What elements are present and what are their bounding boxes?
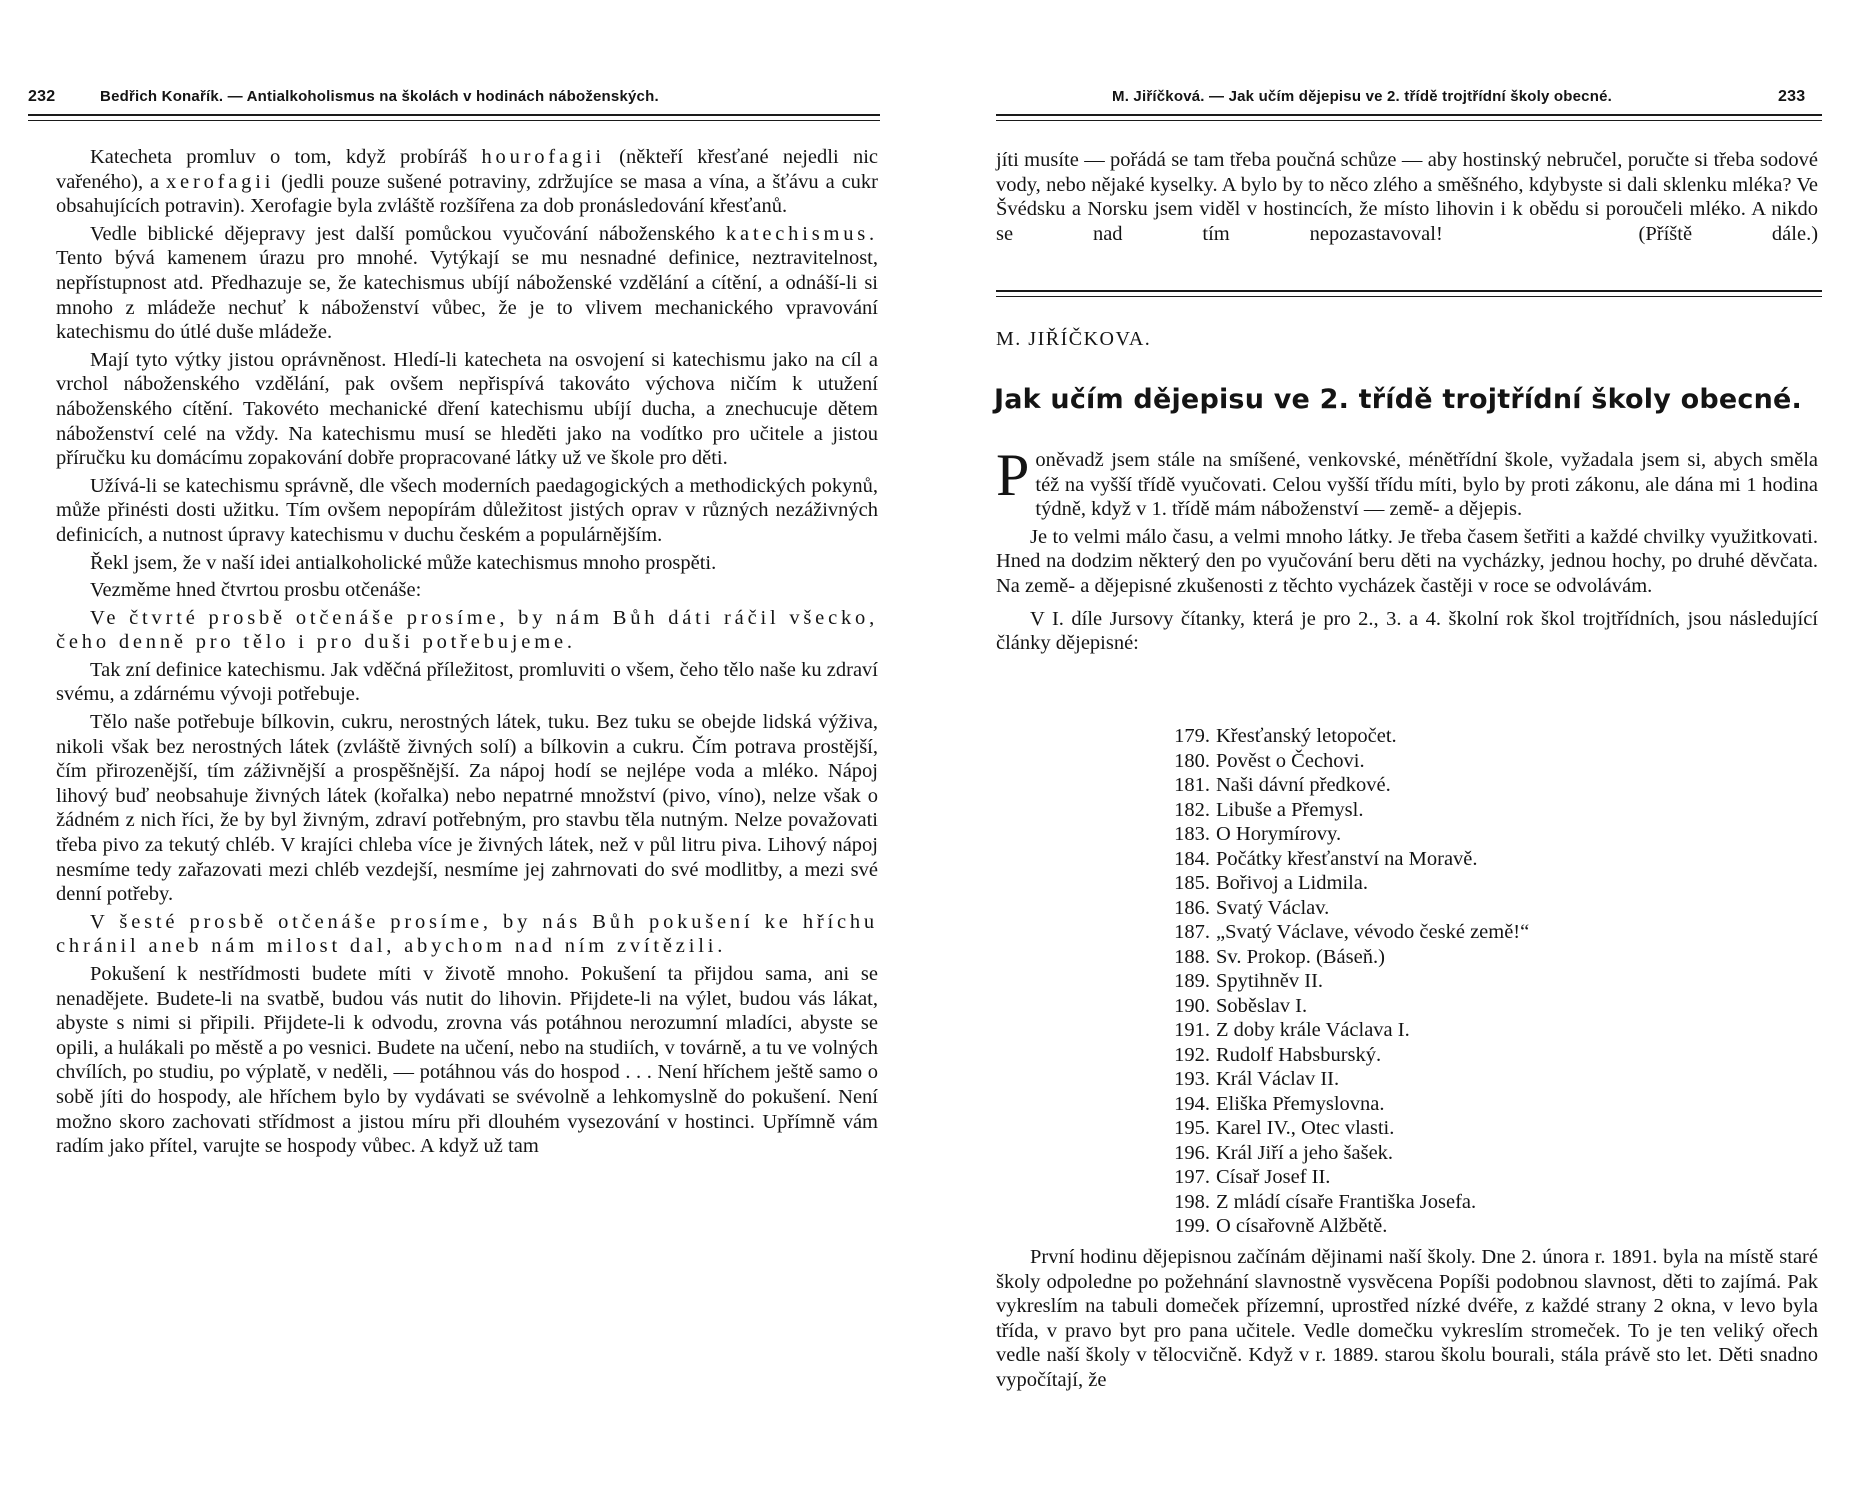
- header-rule: [28, 114, 880, 121]
- paragraph-text: Řekl jsem, že v naší idei antialkoholické může katechismus mnoho prospěti.: [90, 551, 717, 574]
- left-running-head: [28, 88, 659, 106]
- paragraph: [56, 962, 878, 1159]
- reading-list: [1162, 724, 1529, 1239]
- right-page-number-wrap: [1778, 88, 1805, 106]
- intro-paragraph-2: Je to velmi málo času, a velmi mnoho látky. Je třeba časem šetřiti a každé chvilky využitkovati. Hned na dodzim některý den po vyučování beru děti na vycházky, jednou hochy, po druhé děvčata. Na země- a dějepisné zkušenosti z těchto vycházek častěji v roce se odvolávám.: [996, 525, 1818, 597]
- list-item-number: 188.: [1174, 945, 1210, 968]
- list-item-title: Libuše a Přemysl.: [1216, 798, 1364, 821]
- paragraph: [56, 578, 878, 603]
- list-item: [1162, 1190, 1529, 1215]
- left-body-text: [56, 145, 878, 1162]
- list-item-number: 182.: [1174, 798, 1210, 821]
- list-item-title: Křesťanský letopočet.: [1216, 725, 1397, 747]
- spaced-text: katechismus.: [725, 222, 878, 245]
- list-item-number: 186.: [1174, 896, 1210, 919]
- intro-text-1: oněvadž jsem stále na smíšené, venkovské, ménětřídní škole, vyžadala jsem si, abych směla též na vyšší třídě vyučovati. Celou vyšší třídu míti, bylo by proti zákonu, ale dána mi 1 hodina týdně, když v 1. třídě mám náboženství — země- a dějepis.: [1035, 449, 1818, 521]
- left-page: [0, 0, 930, 1500]
- list-item-number: 189.: [1174, 970, 1210, 992]
- list-item-title: Naši dávní předkové.: [1216, 774, 1391, 796]
- header-rule: [996, 114, 1822, 121]
- list-item-title: Rudolf Habsburský.: [1216, 1043, 1382, 1066]
- list-item-title: Eliška Přemyslovna.: [1216, 1092, 1385, 1115]
- continuation-paragraph: [996, 148, 1818, 246]
- article-title: Jak učím dějepisu ve 2. třídě trojtřídní školy obecné.: [994, 384, 1802, 415]
- paragraph: [56, 222, 878, 345]
- list-item-number: 184.: [1174, 847, 1210, 870]
- article-author: M. JIŘÍČKOVA.: [996, 328, 1152, 350]
- paragraph-text: (někteří křesťané nejedli nic vařeného), a: [56, 146, 879, 193]
- paragraph-text: Tento bývá kamenem úrazu pro mnohé. Vytýkají se mu nesnadné definice, neztravitelnost, nepřístupnost atd. Předhazuje se, že katechismus ubíjí náboženské vzdělání a cítění, a odnáší-li si mnoho z mládeže nechuť k náboženství vůbec, že je to vlivem mechanického vpravování katechismu do útlé duše mládeže.: [56, 247, 878, 344]
- list-item-title: Spytihněv II.: [1216, 970, 1324, 992]
- list-item-title: Počátky křesťanství na Moravě.: [1216, 847, 1478, 870]
- paragraph-text: Užívá-li se katechismu správně, dle všech moderních paedagogických a methodických pokynů, může přinésti dosti užitku. Tím ovšem nepopírám důležitost jistých oprav v různých nezáživných definicích, a nutnost úpravy katechismu v duchu českém a populárnějším.: [56, 474, 878, 546]
- list-item: [1162, 969, 1529, 994]
- list-item-title: Svatý Václav.: [1216, 896, 1330, 919]
- list-item-title: Král Václav II.: [1216, 1068, 1340, 1090]
- list-item-title: Bořivoj a Lidmila.: [1216, 872, 1369, 894]
- intro-paragraph-3: V I. díle Jursovy čítanky, která je pro 2., 3. a 4. školní rok škol trojtřídních, jsou následující články dějepisné:: [996, 607, 1818, 655]
- continuation-body: jíti musíte — pořádá se tam třeba poučná schůze — aby hostinský nebručel, poručte si třeba sodové vody, nebo nějaké kyselky. A bylo by to něco zlého a směšného, kdybyste si dali sklenku mléka? Ve Švédsku a Norsku jsem viděl v hostincích, že místo lihovin i k obědu si poroučeli mléko. A nikdo se nad tím nepozastavoval!: [996, 149, 1818, 245]
- list-item-number: 196.: [1174, 1141, 1210, 1164]
- paragraph-text: Katecheta promluv o tom, když probíráš: [90, 146, 482, 168]
- list-item: [1162, 1043, 1529, 1068]
- list-item: [1162, 847, 1529, 872]
- list-item: [1162, 798, 1529, 823]
- section-rule: [996, 290, 1822, 297]
- list-item: [1162, 724, 1529, 749]
- list-item-number: 194.: [1174, 1092, 1210, 1115]
- closing-paragraph: První hodinu dějepisnou začínám dějinami naší školy. Dne 2. února r. 1891. byla na místě staré školy odpoledne po požehnání slavnostně vysvěcena Popíši podobnou slavnost, děti to zajímá. Pak vykreslím na tabuli domeček přízemní, uprostřed nízké dvéře, z každé strany 2 okna, v levo byla třída, v pravo byt pro pana učitele. Vedle domečku vykreslím stromeček. To je ten veliký ořech vedle naší školy v tělocvičně. Když v r. 1889. starou školu bourali, stála právě sto let. Děti snadno vypočítají, že: [996, 1246, 1818, 1391]
- right-running-head: [1112, 88, 1612, 105]
- list-item-title: Z doby krále Václava I.: [1216, 1019, 1410, 1041]
- list-item-title: Z mládí císaře Františka Josefa.: [1216, 1190, 1477, 1213]
- page-number: 233: [1778, 88, 1806, 105]
- list-item: [1162, 773, 1529, 798]
- continuation-note: (Příště dále.): [1638, 222, 1819, 245]
- list-item-title: Král Jiří a jeho šašek.: [1216, 1141, 1394, 1164]
- list-item: [1162, 1018, 1529, 1043]
- paragraph: [56, 145, 878, 219]
- list-item: [1162, 1214, 1529, 1239]
- list-item-number: 180.: [1174, 749, 1210, 772]
- list-item-title: Pověst o Čechovi.: [1216, 749, 1365, 772]
- list-item: [1162, 1092, 1529, 1117]
- list-item-title: „Svatý Václave, vévodo české země!“: [1216, 921, 1530, 943]
- list-item-number: 187.: [1174, 921, 1210, 943]
- list-item: [1162, 1141, 1529, 1166]
- list-item-title: Sv. Prokop. (Báseň.): [1216, 945, 1385, 968]
- spaced-text: Ve čtvrté prosbě otčenáše prosíme, by nám Bůh dáti ráčil všecko, čeho denně pro tělo i pro duši potřebujeme.: [56, 606, 878, 654]
- list-item: [1162, 896, 1529, 921]
- paragraph: [56, 710, 878, 907]
- list-item: [1162, 822, 1529, 847]
- paragraph: [56, 606, 878, 655]
- list-item: [1162, 871, 1529, 896]
- list-item-number: 197.: [1174, 1166, 1210, 1188]
- list-item-number: 198.: [1174, 1190, 1210, 1213]
- list-item: [1162, 920, 1529, 945]
- list-item-number: 199.: [1174, 1215, 1210, 1237]
- closing-text: [996, 1245, 1818, 1396]
- spaced-text: V šesté prosbě otčenáše prosíme, by nás Bůh pokušení ke hříchu chránil aneb nám milost dal, abychom nad ním zvítězili.: [56, 910, 878, 958]
- list-item-title: Karel IV., Otec vlasti.: [1216, 1117, 1395, 1139]
- paragraph-text: Pokušení k nestřídmosti budete míti v životě mnoho. Pokušení ta přijdou sama, ani se nenadějete. Budete-li na svatbě, budou vás nutit do lihovin. Přijdete-li na výlet, budou vás lákat, abyste s nimi si připili. Přijdete-li k odvodu, zrovna vás potáhnou nerozumní mladíci, abyste se opili, a hulákali po městě a po vesnici. Budete na učení, nebo na studiích, v továrně, a tu ve volných chvílích, po studiu, po výplatě, v neděli, — potáhnou vás do hospod . . . Není hříchem ještě samo o sobě jíti do hospody, ale hříchem bylo by vydávati se svévolně a lehkomyslně do pokušení. Není možno skoro zachovati střídmost a jistou míru při dlouhém vysezování v hostinci. Upřímně vám radím jako přítel, varujte se hospody vůbec. A když už tam: [56, 963, 878, 1158]
- paragraph: [56, 348, 878, 471]
- right-page: [930, 0, 1862, 1500]
- list-item-title: O Horymírovy.: [1216, 823, 1342, 845]
- list-item: [1162, 749, 1529, 774]
- spaced-text: hourofagii: [481, 146, 605, 168]
- list-item: [1162, 1165, 1529, 1190]
- article-intro: [996, 442, 1818, 659]
- drop-cap: P: [996, 442, 1030, 508]
- paragraph: [56, 910, 878, 959]
- list-item-number: 195.: [1174, 1117, 1210, 1139]
- list-item-number: 185.: [1174, 872, 1210, 894]
- spaced-text: xerofagii: [166, 170, 275, 193]
- list-item-title: O císařovně Alžbětě.: [1216, 1215, 1388, 1237]
- page-number: 232: [28, 88, 56, 105]
- paragraph: [56, 551, 878, 576]
- paragraph-text: Tak zní definice katechismu. Jak vděčná příležitost, promluviti o všem, čeho tělo naše ku zdraví svému, a zdárnému vývoji potřebuje.: [56, 658, 878, 706]
- list-item: [1162, 1116, 1529, 1141]
- paragraph-text: Vedle biblické dějepravy jest další pomůckou vyučování náboženského: [90, 222, 726, 245]
- paragraph: [56, 658, 878, 707]
- paragraph-text: Mají tyto výtky jistou oprávněnost. Hledí-li katecheta na osvojení si katechismu jako na cíl a vrchol náboženského vzdělání, pak ovšem nepřispívá takováto výchova ničím k utužení náboženského cítění. Takovéto mechanické dření katechismu ubíjí ducha, a znechucuje dětem náboženství celé na vždy. Na katechismu musí se hleděti jako na vodítko pro učitele a jistou příručku ku domácímu zopakování dobře propracované látky už ve škole pro děti.: [56, 348, 878, 470]
- intro-paragraph-1: [996, 442, 1818, 522]
- list-item-number: 191.: [1174, 1019, 1210, 1041]
- list-item-number: 192.: [1174, 1043, 1210, 1066]
- running-head-title: M. Jiříčková. — Jak učím dějepisu ve 2. třídě trojtřídní školy obecné.: [1112, 88, 1612, 105]
- list-item-number: 183.: [1174, 823, 1210, 845]
- paragraph: [56, 474, 878, 548]
- list-item-title: Císař Josef II.: [1216, 1166, 1331, 1188]
- list-item-number: 181.: [1174, 774, 1210, 796]
- list-item: [1162, 945, 1529, 970]
- list-item-number: 179.: [1174, 725, 1210, 747]
- list-item-number: 190.: [1174, 994, 1210, 1017]
- list-item-title: Soběslav I.: [1216, 994, 1308, 1017]
- paragraph-text: (jedli pouze sušené potraviny, zdržujíce se masa a vína, a šťávu a cukr obsahujících potravin). Xerofagie byla zvláště rozšířena za dob pronásledování křesťanů.: [56, 170, 878, 218]
- paragraph-text: Tělo naše potřebuje bílkovin, cukru, nerostných látek, tuku. Bez tuku se obejde lidská výživa, nikoli však bez nerostných látek (zvláště živných solí) a bílkovin a cukru. Čím potrava prostější, čím přirozenější, tím záživnější a prospěšnější. Za nápoj hodí se nejlépe voda a mléko. Nápoj lihový buď neobsahuje živných látek (kořalka) nebo nepatrné množství (pivo, víno), nelze však o žádném z nich říci, že by byl živným, zdraví potřebným, pro stavbu těla nutným. Nelze považovati třeba pivo za tekutý chléb. V krajíci chleba více je živných látek, než v půl litru piva. Lihový nápoj nesmíme tedy zařazovati mezi chléb vezdejší, nesmíme jej zahrnovati do své modlitby, a mezi své denní potřeby.: [56, 711, 878, 906]
- list-item-number: 193.: [1174, 1068, 1210, 1090]
- list-item: [1162, 1067, 1529, 1092]
- paragraph-text: Vezměme hned čtvrtou prosbu otčenáše:: [90, 579, 422, 602]
- list-item: [1162, 994, 1529, 1019]
- running-head-title: Bedřich Konařík. — Antialkoholismus na školách v hodinách náboženských.: [100, 88, 659, 105]
- continuation-text: [996, 148, 1818, 246]
